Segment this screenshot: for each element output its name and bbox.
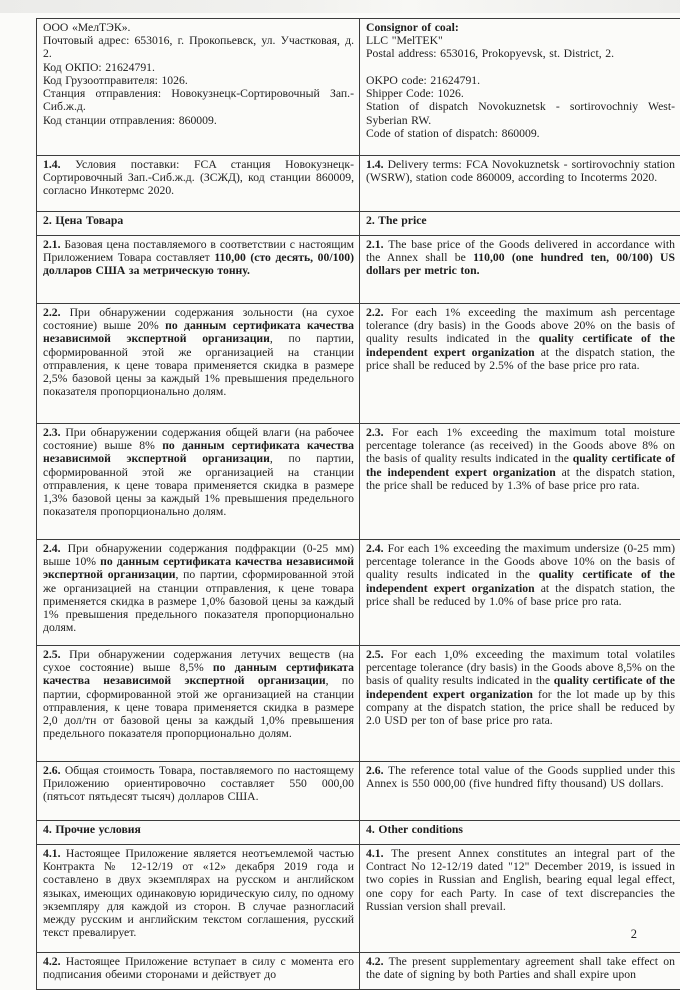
- row-consignor-details: [37, 19, 680, 156]
- row-clause-2-1: [37, 236, 680, 304]
- cell-ru-consignor-details: ООО «МелТЭК». Почтовый адрес: 653016, г. Прокопьевск, ул. Участковая, д. 2. Код ОКПО: 21624791. Код Грузоотправителя: 1026. Станция отправления: Новокузнецк-Сортировочный Зап.-Сиб.ж.д. Код станции отправления: 860009.: [37, 19, 360, 156]
- cell-ru-clause-4-2: 4.2. Настоящее Приложение вступает в силу с момента его подписания обеими сторонами и действует до: [37, 953, 360, 990]
- cell-ru-clause-2-6: 2.6. Общая стоимость Товара, поставляемого по настоящему Приложению ориентировочно составляет 550 000,00 (пятьсот пятьдесят тысяч) долларов США.: [37, 762, 360, 821]
- section-2-title-en: 2. The price: [360, 212, 680, 236]
- row-clause-1-4: [37, 156, 680, 212]
- cell-en-clause-2-1: 2.1. The base price of the Goods delivered in accordance with the Annex shall be 110,00 (one hundred ten, 00/100) US dollars per metric ton.: [360, 236, 680, 304]
- cell-en-clause-2-2: 2.2. For each 1% exceeding the maximum ash percentage tolerance (dry basis) in the Goods above 20% on the basis of quality results indicated in the quality certificate of the independent expert organization at the dispatch station, the price shall be reduced by 2.5% of the base price pro rata.: [360, 304, 680, 424]
- row-clause-2-2: [37, 304, 680, 424]
- cell-en-clause-2-3: 2.3. For each 1% exceeding the maximum total moisture percentage tolerance (as received) in the Goods above 8% on the basis of quality results indicated in the quality certificate of the independent expert organization at the dispatch station, the price shall be reduced by 1.3% of base price pro rata.: [360, 424, 680, 540]
- cell-en-clause-2-4: 2.4. For each 1% exceeding the maximum undersize (0-25 mm) percentage tolerance in the Goods above 10% on the basis of quality results indicated in the quality certificate of the independent expert organization at the dispatch station, the price shall be reduced by 1.0% of base price pro rata.: [360, 540, 680, 646]
- section-4-title-ru: 4. Прочие условия: [37, 821, 360, 845]
- cell-en-clause-4-2: 4.2. The present supplementary agreement shall take effect on the date of signing by both Parties and shall expire upon: [360, 953, 680, 990]
- cell-en-clause-2-5: 2.5. For each 1,0% exceeding the maximum total volatiles percentage tolerance (dry basis) in the Goods above 8,5% on the basis of quality results indicated in the quality certificate of the independent expert organization for the lot made up by this company at the dispatch station, the price shall be reduced by 2.0 USD per ton of base price pro rata.: [360, 646, 680, 762]
- row-clause-2-6: [37, 762, 680, 821]
- cell-en-clause-1-4: 1.4. Delivery terms: FCA Novokuznetsk - sortirovochniy station (WSRW), station code 860009, according to Incoterms 2020.: [360, 156, 680, 212]
- scan-edge-artifact: [0, 0, 680, 13]
- row-clause-2-3: [37, 424, 680, 540]
- cell-ru-clause-2-3: 2.3. При обнаружении содержания общей влаги (на рабочее состояние) выше 8% по данным сертификата качества независимой экспертной организации, по партии, сформированной этой же организацией на станции отправления, к цене товара применяется скидка в размере 1,3% базовой цены за каждый 1% превышения предельного показателя пропорционально долям.: [37, 424, 360, 540]
- row-section-4-header: [37, 821, 680, 845]
- page-number: 2: [631, 927, 637, 942]
- cell-en-clause-2-6: 2.6. The reference total value of the Goods supplied under this Annex is 550 000,00 (five hundred fifty thousand) US dollars.: [360, 762, 680, 821]
- section-4-title-en: 4. Other conditions: [360, 821, 680, 845]
- cell-ru-clause-1-4: 1.4. Условия поставки: FCA станция Новокузнецк-Сортировочный Зап.-Сиб.ж.д. (ЗСЖД), код станции 860009, согласно Инкотермс 2020.: [37, 156, 360, 212]
- cell-ru-clause-2-4: 2.4. При обнаружении содержания подфракции (0-25 мм) выше 10% по данным сертификата качества независимой экспертной организации, по партии, сформированной этой же организацией на станции отправления, к цене товара применяется скидка в размере 1,0% базовой цены за каждый 1% превышения предельного показателя пропорционально долям.: [37, 540, 360, 646]
- section-2-title-ru: 2. Цена Товара: [37, 212, 360, 236]
- row-section-2-header: [37, 212, 680, 236]
- row-clause-2-5: [37, 646, 680, 762]
- contract-table: [36, 18, 680, 990]
- cell-en-clause-4-1: 4.1. The present Annex constitutes an integral part of the Contract No 12-12/19 dated "12" December 2019, is issued in two copies in Russian and English, bearing equal legal effect, one copy for each Party. In case of text discrepancies the Russian version shall prevail.: [360, 845, 680, 953]
- cell-ru-clause-2-1: 2.1. Базовая цена поставляемого в соответствии с настоящим Приложением Товара составляет 110,00 (сто десять, 00/100) долларов США за метрическую тонну.: [37, 236, 360, 304]
- row-clause-4-2: [37, 953, 680, 990]
- cell-ru-clause-2-2: 2.2. При обнаружении содержания зольности (на сухое состояние) выше 20% по данным сертификата качества независимой экспертной организации, по партии, сформированной этой же организацией на станции отправления, к цене товара применяется скидка в размере 2,5% базовой цены за каждый 1% превышения предельного показателя пропорционально долям.: [37, 304, 360, 424]
- cell-ru-clause-4-1: 4.1. Настоящее Приложение является неотъемлемой частью Контракта № 12-12/19 от «12» декабря 2019 года и составлено в двух экземплярах на русском и английском языках, имеющих одинаковую юридическую силу, по одному экземпляру для каждой из сторон. В случае разногласий между русским и английским текстом соглашения, русский текст превалирует.: [37, 845, 360, 953]
- row-clause-2-4: [37, 540, 680, 646]
- cell-en-consignor-details: Consignor of coal: LLC "MelTEK" Postal address: 653016, Prokopyevsk, st. District, 2. OKPO code: 21624791. Shipper Code: 1026. Station of dispatch Novokuznetsk - sortirovochniy West-Syberian RW. Code of station of dispatch: 860009.: [360, 19, 680, 156]
- row-clause-4-1: [37, 845, 680, 953]
- cell-ru-clause-2-5: 2.5. При обнаружении содержания летучих веществ (на сухое состояние) выше 8,5% по данным сертификата качества независимой экспертной организации, по партии, сформированной этой же организацией на станции отправления, к цене товара применяется скидка в размере 2,0 дол/тн от базовой цены за каждый 1,0% превышения предельного показателя пропорционально долям.: [37, 646, 360, 762]
